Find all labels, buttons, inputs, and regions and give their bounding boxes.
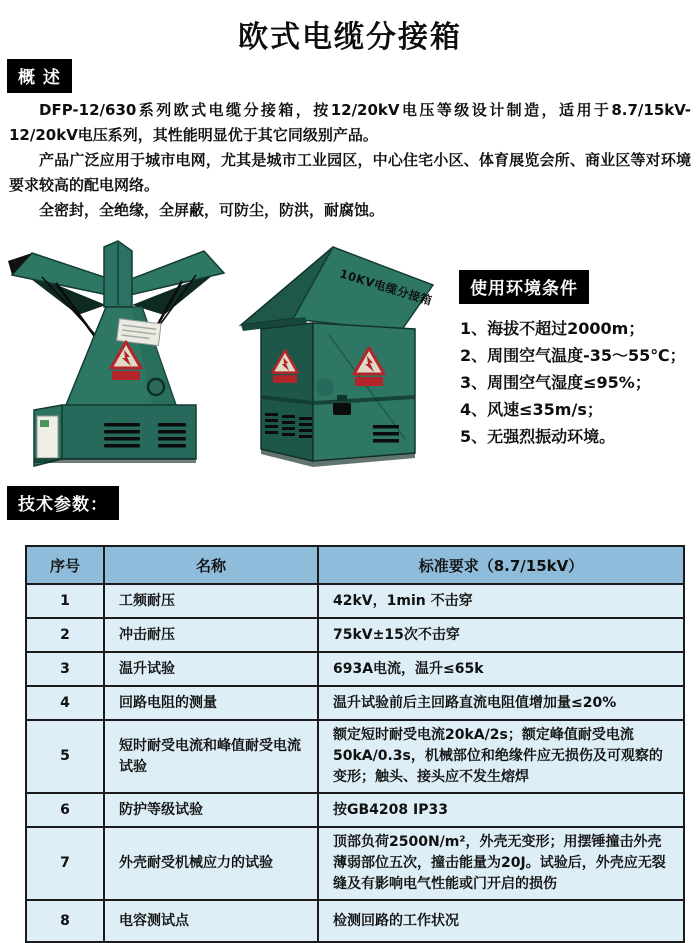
cell-requirement: 75kV±15次不击穿 xyxy=(318,618,684,652)
cell-name: 短时耐受电流和峰值耐受电流试验 xyxy=(104,720,318,793)
section-params-badge: 技术参数： xyxy=(8,487,118,519)
table-header-row xyxy=(26,546,684,584)
env-item: 5、无强烈振动环境。 xyxy=(460,427,616,446)
cabinet-left-face xyxy=(261,323,313,461)
cell-name: 回路电阻的测量 xyxy=(104,686,318,720)
env-item: 1、海拔不超过2000m； xyxy=(460,319,645,338)
overview-paragraph: DFP-12/630系列欧式电缆分接箱，按12/20kV电压等级设计制造，适用于8.7/15kV-12/20kV电压系列，其性能明显优于其它同级别产品。 xyxy=(9,101,691,144)
cell-name: 冲击耐压 xyxy=(104,618,318,652)
product-photos-row xyxy=(0,227,700,479)
section-env-badge: 使用环境条件 xyxy=(460,271,588,303)
params-table xyxy=(25,545,685,943)
cell-name: 温升试验 xyxy=(104,652,318,686)
env-item: 4、风速≤35m/s； xyxy=(460,400,603,419)
cell-requirement: 顶部负荷2500N/m²，外壳无变形；用摆锤撞击外壳薄弱部位五次，撞击能量为20J。试验后，外壳应无裂缝及有影响电气性能或门开启的损伤 xyxy=(318,827,684,900)
table-row xyxy=(26,652,684,686)
cell-no: 3 xyxy=(26,652,104,686)
cell-no: 6 xyxy=(26,793,104,827)
cell-no: 2 xyxy=(26,618,104,652)
cell-no: 1 xyxy=(26,584,104,618)
cell-requirement: 42kV，1min 不击穿 xyxy=(318,584,684,618)
nameplate xyxy=(117,319,161,346)
cell-requirement: 按GB4208 IP33 xyxy=(318,793,684,827)
door-handle xyxy=(333,403,351,415)
table-row xyxy=(26,900,684,942)
table-row xyxy=(26,618,684,652)
cell-name: 工频耐压 xyxy=(104,584,318,618)
product-photo-cabinet xyxy=(233,237,438,477)
cell-name: 外壳耐受机械应力的试验 xyxy=(104,827,318,900)
table-row xyxy=(26,584,684,618)
table-row xyxy=(26,720,684,793)
environment-conditions xyxy=(460,271,700,450)
cell-requirement: 检测回路的工作状况 xyxy=(318,900,684,942)
cell-name: 电容测试点 xyxy=(104,900,318,942)
table-row xyxy=(26,827,684,900)
cabinet-roof-label: 10KV电缆分接箱 xyxy=(338,266,434,308)
cell-no: 8 xyxy=(26,900,104,942)
product-photo-open-box xyxy=(6,227,231,472)
cell-name: 防护等级试验 xyxy=(104,793,318,827)
overview-paragraph: 产品广泛应用于城市电网，尤其是城市工业园区，中心住宅小区、体育展览会所、商业区等对环境要求较高的配电网络。 xyxy=(9,151,691,194)
col-header-name: 名称 xyxy=(104,546,318,584)
env-item: 3、周围空气湿度≤95%； xyxy=(460,373,651,392)
table-row xyxy=(26,686,684,720)
env-item: 2、周围空气温度-35～55℃； xyxy=(460,346,686,365)
col-header-no: 序号 xyxy=(26,546,104,584)
cell-no: 7 xyxy=(26,827,104,900)
section-overview-badge: 概 述 xyxy=(8,60,71,92)
round-knob xyxy=(148,379,164,395)
cell-no: 4 xyxy=(26,686,104,720)
environment-conditions-list xyxy=(460,315,700,450)
page-title: 欧式电缆分接箱 xyxy=(238,20,462,55)
overview-paragraph: 全密封，全绝缘，全屏蔽，可防尘，防洪，耐腐蚀。 xyxy=(39,201,385,219)
cell-requirement: 693A电流，温升≤65k xyxy=(318,652,684,686)
table-row xyxy=(26,793,684,827)
cell-requirement: 温升试验前后主回路直流电阻值增加量≤20% xyxy=(318,686,684,720)
cell-no: 5 xyxy=(26,720,104,793)
cell-requirement: 额定短时耐受电流20kA/2s；额定峰值耐受电流50kA/0.3s，机械部位和绝缘件应无损伤及可观察的变形；触头、接头应不发生熔焊 xyxy=(318,720,684,793)
col-header-requirement: 标准要求（8.7/15kV） xyxy=(318,546,684,584)
overview-text xyxy=(9,98,691,223)
